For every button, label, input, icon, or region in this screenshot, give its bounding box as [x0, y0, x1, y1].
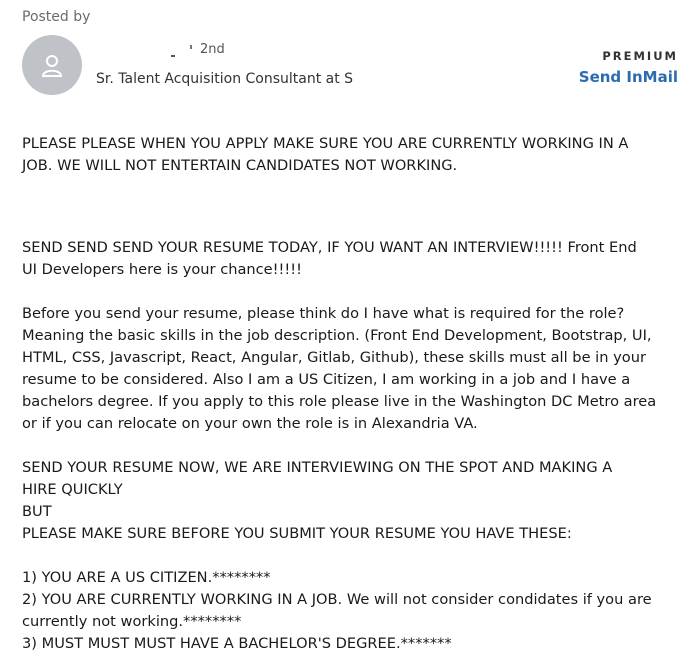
post-line: bachelors degree. If you apply to this role please live in the Washington DC Metro area: [22, 393, 657, 410]
posted-by-label: Posted by: [22, 9, 91, 25]
post-line: or if you can relocate on your own the role is in Alexandria VA.: [22, 415, 478, 432]
list-item: 3) MUST MUST MUST HAVE A BACHELOR'S DEGREE.*******: [22, 635, 452, 652]
poster-headline: Sr. Talent Acquisition Consultant at S: [96, 71, 354, 87]
post-body: [22, 133, 682, 655]
post-line: resume to be considered. Also I am a US Citizen, I am working in a job and I have a: [22, 371, 631, 388]
post-line: HIRE QUICKLY: [22, 481, 123, 498]
post-line: JOB. WE WILL NOT ENTERTAIN CANDIDATES NOT WORKING.: [22, 157, 458, 174]
send-inmail-link[interactable]: Send InMail: [578, 68, 678, 86]
poster-name-redacted[interactable]: [96, 43, 188, 57]
avatar[interactable]: [22, 35, 82, 95]
person-silhouette-icon: [39, 52, 65, 78]
poster-name-line: [96, 42, 225, 57]
list-item: 2) YOU ARE CURRENTLY WORKING IN A JOB. We will not consider condidates if you are: [22, 591, 652, 608]
post-line: HTML, CSS, Javascript, React, Angular, Gitlab, Github), these skills must all be in your: [22, 349, 646, 366]
post-line: UI Developers here is your chance!!!!!: [22, 261, 302, 278]
list-item: 1) YOU ARE A US CITIZEN.********: [22, 569, 271, 586]
post-line: Meaning the basic skills in the job description. (Front End Development, Bootstrap, UI,: [22, 327, 652, 344]
post-line: BUT: [22, 503, 52, 520]
post-line: PLEASE PLEASE WHEN YOU APPLY MAKE SURE YOU ARE CURRENTLY WORKING IN A: [22, 135, 629, 152]
list-item: currently not working.********: [22, 613, 242, 630]
connection-degree-badge: 2nd: [200, 42, 225, 57]
post-line: SEND YOUR RESUME NOW, WE ARE INTERVIEWING ON THE SPOT AND MAKING A: [22, 459, 613, 476]
post-line: PLEASE MAKE SURE BEFORE YOU SUBMIT YOUR RESUME YOU HAVE THESE:: [22, 525, 572, 542]
post-line: SEND SEND SEND YOUR RESUME TODAY, IF YOU WANT AN INTERVIEW!!!!! Front End: [22, 239, 637, 256]
premium-badge: PREMIUM: [602, 49, 678, 63]
post-line: Before you send your resume, please think do I have what is required for the role?: [22, 305, 625, 322]
